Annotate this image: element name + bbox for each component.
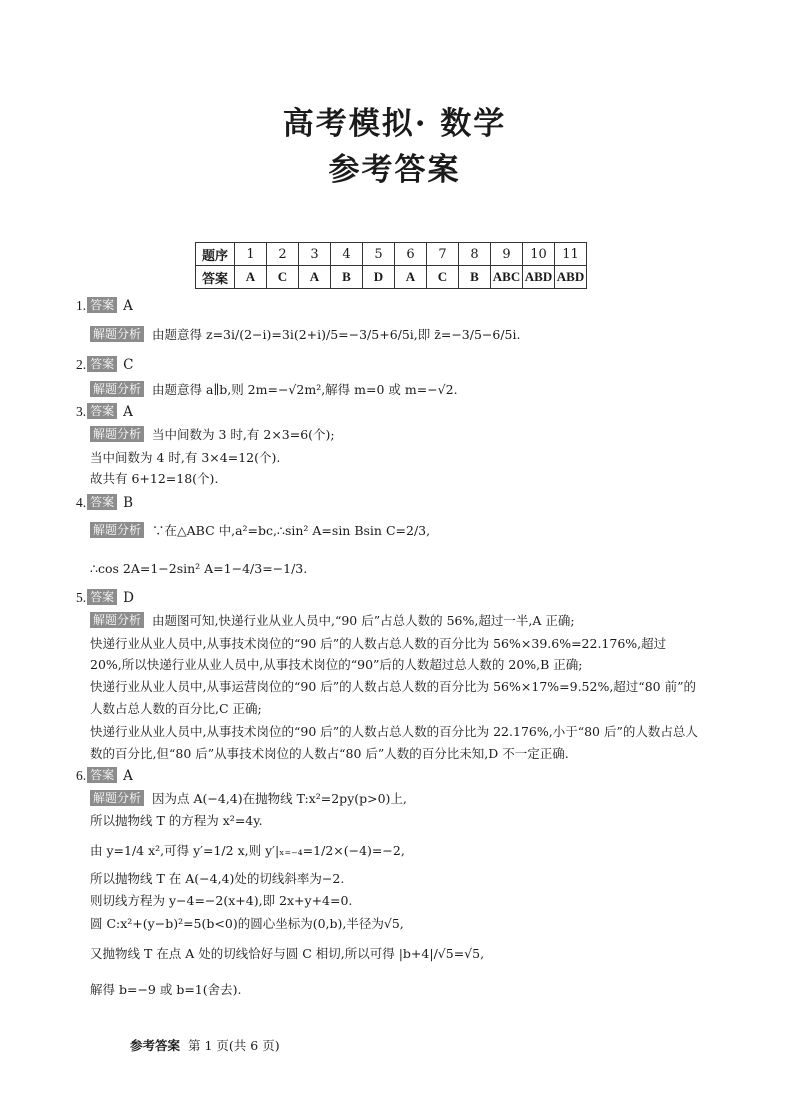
answer-tag: 答案 [87, 403, 117, 419]
question-3-analysis [90, 426, 335, 444]
question-number-cell: 5 [363, 243, 395, 266]
answer-cell: A [299, 266, 331, 289]
table-header-cell: 答案 [196, 266, 235, 289]
table-header-cell: 题序 [196, 243, 235, 266]
analysis-tag: 解题分析 [90, 790, 144, 806]
answer-value: A [123, 404, 133, 420]
question-number-cell: 3 [299, 243, 331, 266]
question-1-analysis [90, 326, 520, 344]
question-number: 6. [76, 768, 87, 783]
analysis-line: 当中间数为 4 时,有 3×4=12(个). [90, 450, 281, 465]
question-number: 2. [76, 357, 87, 372]
answer-cell: D [363, 266, 395, 289]
analysis-line: 由 y=1/4 x²,可得 y′=1/2 x,则 y′|ₓ₌₋₄=1/2×(−4)=−2, [90, 843, 405, 858]
analysis-line: 人数占总人数的百分比,C 正确; [90, 701, 262, 716]
analysis-text: 由题图可知,快递行业从业人员中,“90 后”占总人数的 56%,超过一半,A 正确; [152, 613, 575, 628]
question-number-cell: 6 [395, 243, 427, 266]
answer-tag: 答案 [87, 297, 117, 313]
analysis-text: 当中间数为 3 时,有 2×3=6(个); [152, 427, 335, 442]
question-number: 1. [76, 298, 87, 313]
answer-tag: 答案 [87, 356, 117, 372]
question-1-answer [76, 297, 133, 315]
question-number-cell: 11 [555, 243, 587, 266]
analysis-text: 由题意得 a∥b,则 2m=−√2m²,解得 m=0 或 m=−√2. [152, 382, 458, 397]
answer-value: A [123, 768, 133, 784]
question-4-analysis [90, 522, 430, 540]
analysis-line: 20%,所以快递行业从业人员中,从事技术岗位的“90”后的人数超过总人数的 20%,B 正确; [90, 657, 583, 672]
answer-cell: C [267, 266, 299, 289]
analysis-line: 所以抛物线 T 在 A(−4,4)处的切线斜率为−2. [90, 871, 345, 886]
analysis-text: 由题意得 z=3i/(2−i)=3i(2+i)/5=−3/5+6/5i,即 z̄=−3/5−6/5i. [152, 327, 521, 342]
analysis-line: 圆 C:x²+(y−b)²=5(b<0)的圆心坐标为(0,b),半径为√5, [90, 916, 404, 931]
analysis-line: 快递行业从业人员中,从事技术岗位的“90 后”的人数占总人数的百分比为 56%×39.6%=22.176%,超过 [90, 636, 667, 651]
page-number: 第 1 页(共 6 页) [188, 1038, 280, 1053]
question-number-cell: 10 [523, 243, 555, 266]
answer-cell: ABD [523, 266, 555, 289]
answer-cell: B [459, 266, 491, 289]
analysis-tag: 解题分析 [90, 522, 144, 538]
question-number: 3. [76, 404, 87, 419]
analysis-text: ∵在△ABC 中,a²=bc,∴sin² A=sin Bsin C=2/3, [152, 523, 431, 538]
page-subtitle: 参考答案 [328, 152, 461, 188]
answer-cell: C [427, 266, 459, 289]
answer-cell: ABC [491, 266, 523, 289]
analysis-line: 所以抛物线 T 的方程为 x²=4y. [90, 813, 263, 828]
page-title: 高考模拟· 数学 [282, 106, 507, 142]
answer-value: A [123, 298, 133, 314]
answer-cell: ABD [555, 266, 587, 289]
question-number-cell: 7 [427, 243, 459, 266]
analysis-line: 解得 b=−9 或 b=1(舍去). [90, 982, 242, 997]
answer-value: D [123, 590, 134, 606]
question-2-analysis [90, 381, 458, 399]
analysis-tag: 解题分析 [90, 426, 144, 442]
question-3-answer [76, 403, 133, 421]
question-5-analysis [90, 612, 575, 630]
answer-table-number-row [196, 243, 587, 266]
answer-cell: A [235, 266, 267, 289]
analysis-line: 又抛物线 T 在点 A 处的切线恰好与圆 C 相切,所以可得 |b+4|/√5=√5, [90, 946, 485, 961]
answer-table [195, 242, 587, 289]
question-number: 4. [76, 495, 87, 510]
footer-label: 参考答案 [130, 1038, 181, 1053]
question-2-answer [76, 356, 133, 374]
question-number-cell: 8 [459, 243, 491, 266]
analysis-line: 故共有 6+12=18(个). [90, 471, 219, 486]
answer-value: B [123, 495, 134, 511]
analysis-line: 则切线方程为 y−4=−2(x+4),即 2x+y+4=0. [90, 893, 353, 908]
answer-value: C [123, 357, 134, 373]
question-number-cell: 2 [267, 243, 299, 266]
question-6-answer [76, 767, 133, 785]
question-number-cell: 1 [235, 243, 267, 266]
answer-tag: 答案 [87, 494, 117, 510]
question-number-cell: 9 [491, 243, 523, 266]
question-6-analysis [90, 790, 407, 808]
answer-table-answer-row [196, 266, 587, 289]
analysis-text: 因为点 A(−4,4)在抛物线 T:x²=2py(p>0)上, [152, 791, 407, 806]
answer-cell: B [331, 266, 363, 289]
analysis-line: 数的百分比,但“80 后”从事技术岗位的人数占“80 后”人数的百分比未知,D 不一定正确. [90, 746, 569, 761]
question-number-cell: 4 [331, 243, 363, 266]
analysis-line: 快递行业从业人员中,从事技术岗位的“90 后”的人数占总人数的百分比为 22.176%,小于“80 后”的人数占总人 [90, 724, 698, 739]
answer-tag: 答案 [87, 589, 117, 605]
analysis-tag: 解题分析 [90, 326, 144, 342]
question-number: 5. [76, 590, 87, 605]
page-footer [130, 1036, 280, 1054]
analysis-tag: 解题分析 [90, 381, 144, 397]
analysis-line: 快递行业从业人员中,从事运营岗位的“90 后”的人数占总人数的百分比为 56%×17%=9.52%,超过“80 前”的 [90, 679, 696, 694]
answer-cell: A [395, 266, 427, 289]
analysis-tag: 解题分析 [90, 612, 144, 628]
analysis-line: ∴cos 2A=1−2sin² A=1−4/3=−1/3. [90, 561, 308, 576]
question-5-answer [76, 589, 134, 607]
answer-tag: 答案 [87, 767, 117, 783]
question-4-answer [76, 494, 133, 512]
